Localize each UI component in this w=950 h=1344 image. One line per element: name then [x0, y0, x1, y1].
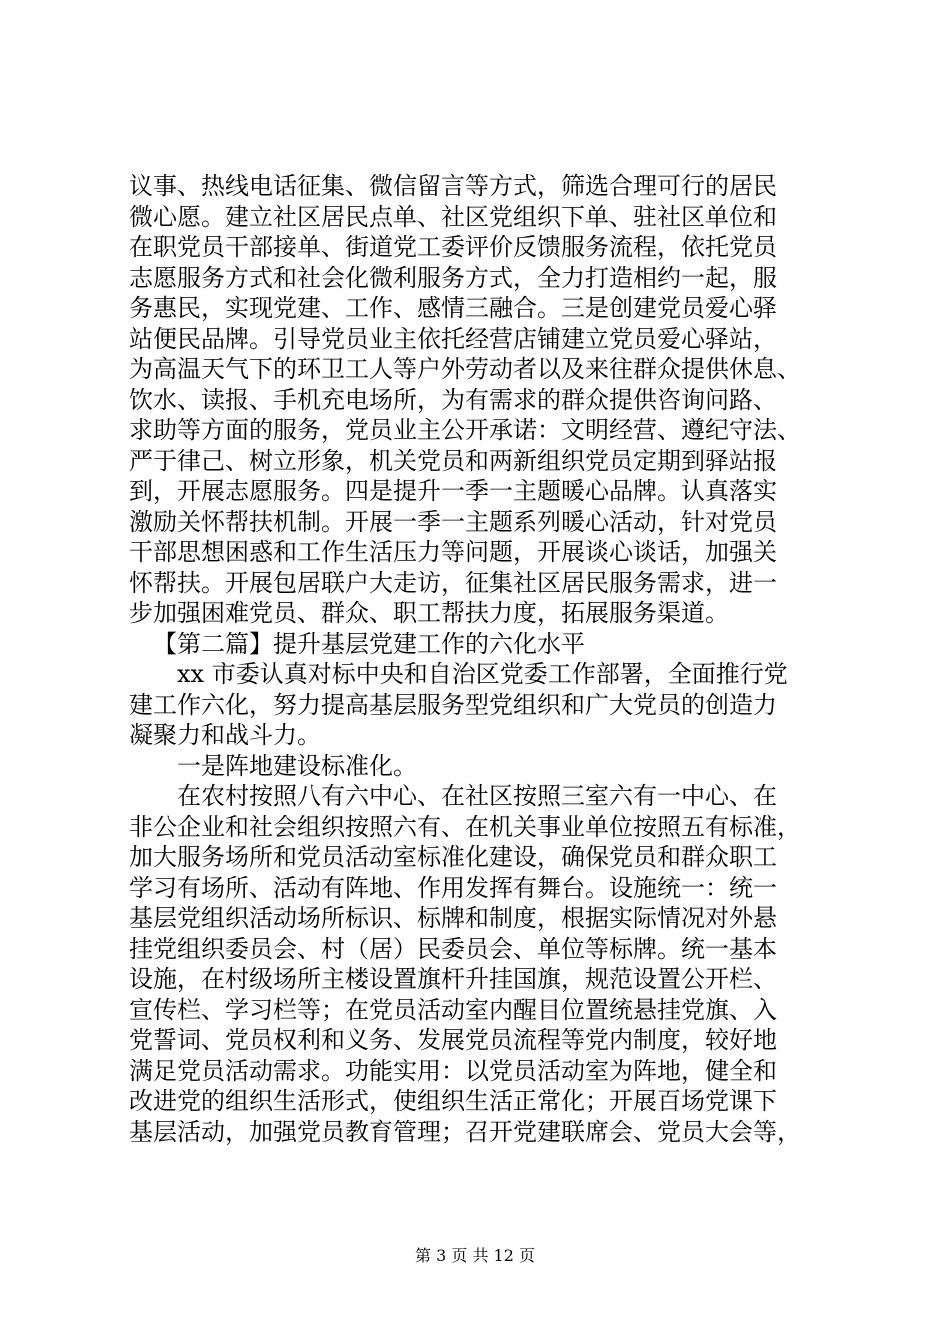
- body-line: 怀帮扶。开展包居联户大走访，征集社区居民服务需求，进一: [129, 568, 777, 597]
- body-line: 宣传栏、学习栏等；在党员活动室内醒目位置统悬挂党旗、入: [129, 995, 777, 1024]
- body-line: 严于律己、树立形象，机关党员和两新组织党员定期到驿站报: [129, 446, 777, 475]
- body-line: 站便民品牌。引导党员业主依托经营店铺建立党员爱心驿站，: [129, 324, 777, 353]
- body-line: 建工作六化，努力提高基层服务型党组织和广大党员的创造力: [129, 690, 777, 719]
- body-line: 凝聚力和战斗力。: [129, 721, 321, 749]
- body-line: 议事、热线电话征集、微信留言等方式，筛选合理可行的居民: [129, 172, 777, 200]
- body-line: 挂党组织委员会、村（居）民委员会、单位等标牌。统一基本: [129, 934, 777, 963]
- body-line: 微心愿。建立社区居民点单、社区党组织下单、驻社区单位和: [129, 202, 777, 231]
- subsection-heading: 一是阵地建设标准化。: [177, 751, 417, 780]
- body-line: 党誓词、党员权利和义务、发展党员流程等党内制度，较好地: [129, 1026, 777, 1054]
- body-line: 满足党员活动需求。功能实用：以党员活动室为阵地，健全和: [129, 1056, 777, 1085]
- body-line: 饮水、读报、手机充电场所，为有需求的群众提供咨询问路、: [129, 385, 777, 414]
- body-line: 步加强困难党员、群众、职工帮扶力度，拓展服务渠道。: [129, 599, 729, 627]
- body-line: 在农村按照八有六中心、在社区按照三室六有一中心、在: [177, 782, 777, 810]
- body-line: 非公企业和社会组织按照六有、在机关事业单位按照五有标准，: [129, 812, 801, 841]
- body-line: 加大服务场所和党员活动室标准化建设，确保党员和群众职工: [129, 843, 777, 871]
- section-heading: 【第二篇】提升基层党建工作的六化水平: [153, 629, 585, 658]
- body-line: 基层党组织活动场所标识、标牌和制度，根据实际情况对外悬: [129, 904, 777, 932]
- document-body: [129, 171, 841, 1147]
- body-line: 求助等方面的服务，党员业主公开承诺：文明经营、遵纪守法、: [129, 416, 801, 444]
- body-line: 到，开展志愿服务。四是提升一季一主题暖心品牌。认真落实: [129, 477, 777, 505]
- page-number-footer: 第 3 页 共 12 页: [415, 1246, 535, 1265]
- body-line: 志愿服务方式和社会化微利服务方式，全力打造相约一起，服: [129, 263, 777, 292]
- body-line: 务惠民，实现党建、工作、感情三融合。三是创建党员爱心驿: [129, 294, 777, 322]
- body-line: 为高温天气下的环卫工人等户外劳动者以及来往群众提供休息、: [129, 355, 801, 383]
- body-line: xx 市委认真对标中央和自治区党委工作部署，全面推行党: [177, 660, 788, 688]
- body-line: 设施，在村级场所主楼设置旗杆升挂国旗，规范设置公开栏、: [129, 965, 777, 993]
- body-line: 干部思想困惑和工作生活压力等问题，开展谈心谈话，加强关: [129, 538, 777, 566]
- body-line: 学习有场所、活动有阵地、作用发挥有舞台。设施统一：统一: [129, 873, 777, 902]
- body-line: 改进党的组织生活形式，使组织生活正常化；开展百场党课下: [129, 1087, 777, 1115]
- body-line: 在职党员干部接单、街道党工委评价反馈服务流程，依托党员: [129, 233, 777, 261]
- body-line: 基层活动，加强党员教育管理；召开党建联席会、党员大会等，: [129, 1117, 801, 1146]
- body-line: 激励关怀帮扶机制。开展一季一主题系列暖心活动，针对党员: [129, 507, 777, 536]
